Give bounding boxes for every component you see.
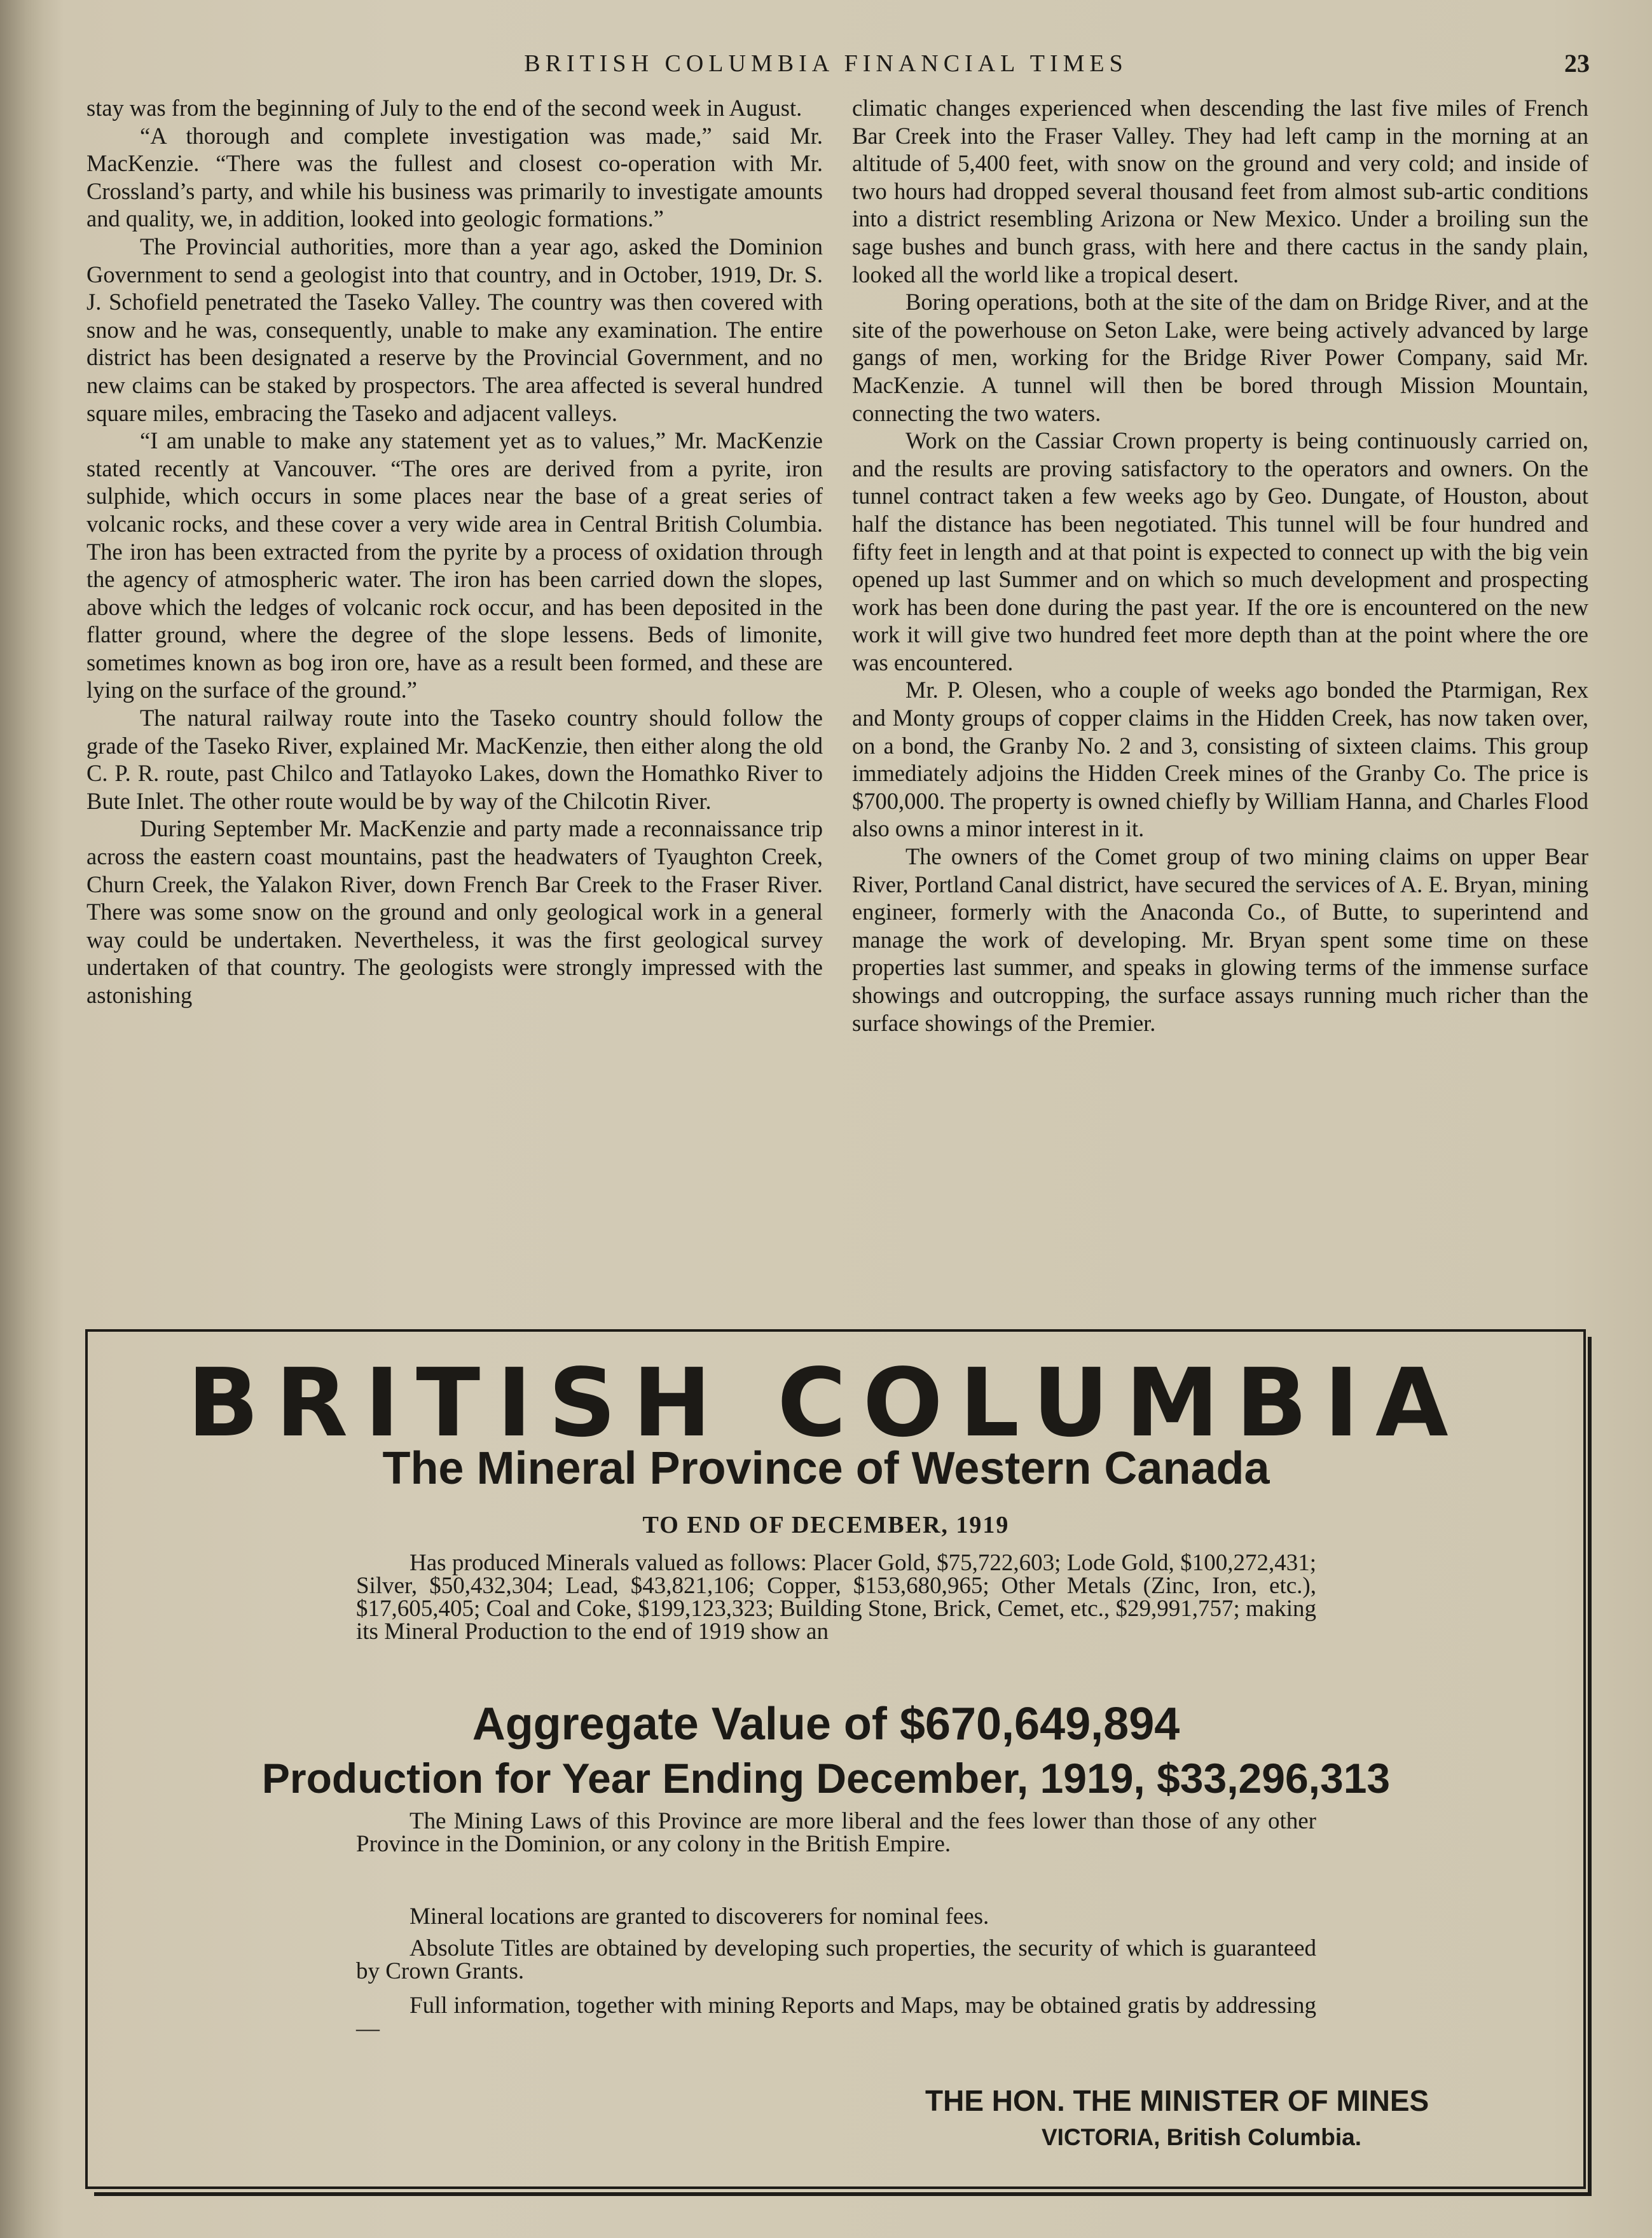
- running-head: BRITISH COLUMBIA FINANCIAL TIMES: [524, 50, 1128, 77]
- paragraph: climatic changes experienced when descending the last five miles of French Bar Creek into the Fraser Valley. They had left camp in the morning at an altitude of 5,400 feet, with snow on the ground and very cold; and inside of two hours had dropped several thousand feet from almost sub-artic conditions into a district resembling Arizona or New Mexico. Under a broiling sun the sage bushes and bunch grass, with here and there cactus in the sandy plain, looked all the world like a tropical desert.: [852, 95, 1588, 287]
- paragraph: The Provincial authorities, more than a year ago, asked the Dominion Government to send a geologist into that country, and in October, 1919, Dr. S. J. Schofield penetrated the Taseko Valley. The country was then covered with snow and he was, consequently, unable to make any examination. The entire district has been designated a reserve by the Provincial Government, and no new claims can be staked by prospectors. The area affected is several hundred square miles, embracing the Taseko and adjacent valleys.: [86, 233, 823, 426]
- ad-aggregate-value: Aggregate Value of $670,649,894: [472, 1699, 1180, 1750]
- ad-titles-text: Absolute Titles are obtained by developing such properties, the security of which is guaranteed by Crown Grants.: [356, 1935, 1316, 1984]
- binding-spine: [0, 0, 45, 2238]
- paragraph: The owners of the Comet group of two mining claims on upper Bear River, Portland Canal district, have secured the services of A. E. Bryan, mining engineer, formerly with the Anaconda Co., of Butte, to superintend and manage the work of developing. Mr. Bryan spent some time on these properties last summer, and speaks in glowing terms of the immense surface showings and outcropping, the surface assays running much richer than the surface showings of the Premier.: [852, 843, 1588, 1036]
- paragraph: “A thorough and complete investigation was made,” said Mr. MacKenzie. “There was the fullest and closest co-operation with Mr. Crossland’s party, and while his business was primarily to investigate amounts and quality, we, in addition, looked into geologic formations.”: [86, 122, 823, 232]
- left-column: [86, 94, 823, 1009]
- ad-title: BRITISH COLUMBIA: [187, 1348, 1465, 1458]
- ad-production-value: Production for Year Ending December, 1919, $33,296,313: [261, 1755, 1391, 1802]
- ad-info-text: Full information, together with mining Reports and Maps, may be obtained gratis by addressing—: [356, 1993, 1316, 2041]
- paragraph: Boring operations, both at the site of the dam on Bridge River, and at the site of the powerhouse on Seton Lake, were being actively advanced by large gangs of men, working for the Bridge River Power Company, said Mr. MacKenzie. A tunnel will then be bored through Mission Mountain, connecting the two waters.: [852, 289, 1588, 426]
- paragraph: “I am unable to make any statement yet as to values,” Mr. MacKenzie stated recently at Vancouver. “The ores are derived from a pyrite, iron sulphide, which occurs in some places near the base of a great series of volcanic rocks, and these cover a very wide area in Central British Columbia. The iron has been extracted from the pyrite by a process of oxidation through the agency of atmospheric water. The iron has been carried down the slopes, above which the ledges of volcanic rock occur, and has been deposited in the flatter ground, where the degree of the slope lessens. Beds of limonite, sometimes known as bog iron ore, have as a result been formed, and these are lying on the surface of the ground.”: [86, 427, 823, 703]
- ad-laws-text: The Mining Laws of this Province are more liberal and the fees lower than those of any other Province in the Dominion, or any colony in the British Empire.: [356, 1808, 1316, 1857]
- paragraph: Mr. P. Olesen, who a couple of weeks ago bonded the Ptarmigan, Rex and Monty groups of copper claims in the Hidden Creek, has now taken over, on a bond, the Granby No. 2 and 3, consisting of sixteen claims. This group immediately adjoins the Hidden Creek mines of the Granby Co. The price is $700,000. The property is owned chiefly by William Hanna, and Charles Flood also owns a minor interest in it.: [852, 677, 1588, 842]
- paragraph: The natural railway route into the Taseko country should follow the grade of the Taseko River, explained Mr. MacKenzie, then either along the old C. P. R. route, past Chilco and Tatlayoko Lakes, down the Homathko River to Bute Inlet. The other route would be by way of the Chilcotin River.: [86, 705, 823, 814]
- paragraph: During September Mr. MacKenzie and party made a reconnaissance trip across the eastern coast mountains, past the headwaters of Tyaughton Creek, Churn Creek, the Yalakon River, down French Bar Creek to the Fraser River. There was some snow on the ground and only geological work in a general way could be undertaken. Nevertheless, it was the first geological survey undertaken of that country. The geologists were strongly impressed with the astonishing: [86, 815, 823, 1008]
- right-column: [852, 94, 1588, 1037]
- paragraph: stay was from the beginning of July to the end of the second week in August.: [86, 95, 802, 121]
- paragraph: Work on the Cassiar Crown property is being continuously carried on, and the results are proving satisfactory to the operators and owners. On the tunnel contract taken a few weeks ago by Geo. Dungate, of Houston, about half the distance has been negotiated. This tunnel will be four hundred and fifty feet in length and at that point is expected to connect up with the big vein opened up last Summer and on which so much development and prospecting work has been done during the past year. If the ore is encountered on the new work it will give two hundred feet more depth than at the point where the ore was encountered.: [852, 427, 1588, 675]
- ad-date-line: TO END OF DECEMBER, 1919: [642, 1512, 1010, 1538]
- ad-produced-text: Has produced Minerals valued as follows: Placer Gold, $75,722,603; Lode Gold, $100,272,431; Silver, $50,432,304; Lead, $43,821,106; Copper, $153,680,965; Other Metals (Zinc, Iron, etc.), $17,605,405; Coal and Coke, $199,123,323; Building Stone, Brick, Cemet, etc., $29,991,757; making its Mineral Production to the end of 1919 show an: [356, 1550, 1316, 1645]
- ad-address-line2: VICTORIA, British Columbia.: [1042, 2124, 1361, 2150]
- ad-address-line1: THE HON. THE MINISTER OF MINES: [925, 2084, 1429, 2117]
- ad-subtitle: The Mineral Province of Western Canada: [382, 1443, 1270, 1494]
- page-number: 23: [1564, 49, 1590, 78]
- ad-locations-text: Mineral locations are granted to discoverers for nominal fees.: [410, 1903, 989, 1930]
